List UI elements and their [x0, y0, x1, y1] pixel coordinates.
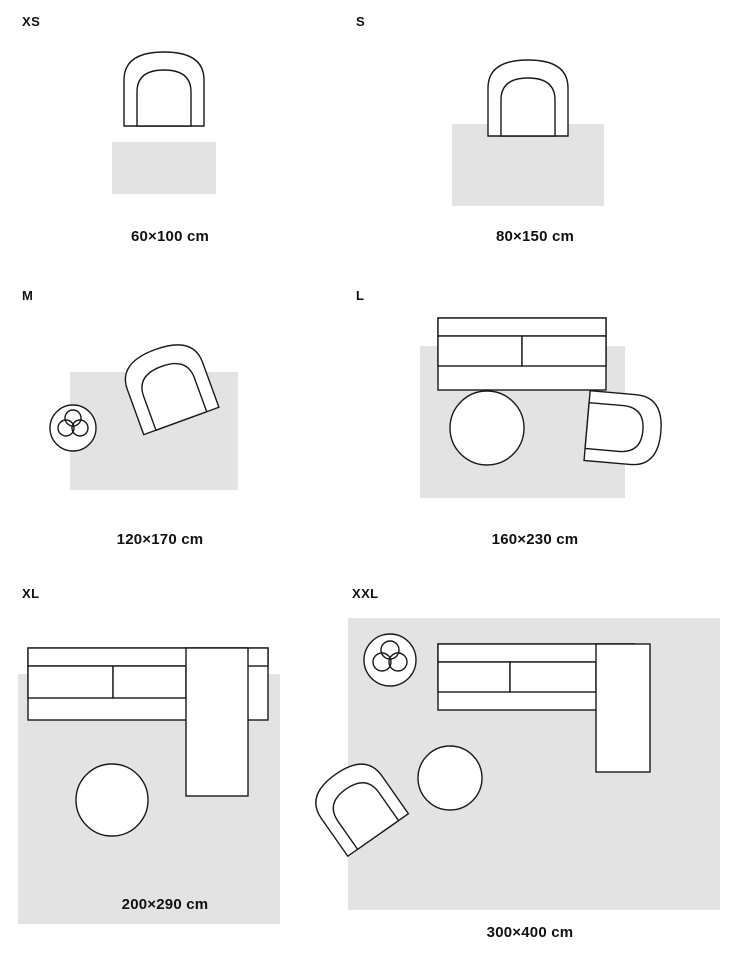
- size-code-xxl: XXL: [352, 586, 379, 601]
- plant-pot-m: [50, 405, 96, 451]
- diagram-m: [0, 306, 340, 521]
- dimension-label-xxl: 300×400 cm: [486, 924, 574, 941]
- size-cell-xl: [0, 572, 330, 960]
- sofa-chaise-xl: [186, 648, 248, 796]
- size-cell-xs: [0, 0, 340, 265]
- sofa-cushion-mid-xl: [113, 666, 186, 698]
- size-code-xl: XL: [22, 586, 40, 601]
- dimension-label-xs: 60×100 cm: [130, 228, 210, 245]
- dimension-label-m: 120×170 cm: [116, 531, 204, 548]
- coffee-table-xl: [76, 764, 148, 836]
- size-cell-s: [340, 0, 730, 265]
- coffee-table-l: [450, 391, 524, 465]
- size-cell-l: [340, 278, 730, 568]
- sofa-cushion-left-l: [438, 336, 522, 366]
- diagram-xl: [0, 610, 330, 900]
- rug-shape-xs: [112, 142, 216, 194]
- diagram-xs: [0, 30, 340, 210]
- armchair-seat-l: [585, 403, 645, 454]
- diagram-xxl: [330, 612, 730, 922]
- size-code-s: S: [356, 14, 366, 29]
- sofa-cushion-left-xl: [28, 666, 113, 698]
- sofa-cushion-mid-xxl: [510, 662, 596, 692]
- sofa-chaise-xxl: [596, 644, 650, 772]
- sofa-backrest-l: [438, 318, 606, 336]
- sofa-cushion-right-l: [522, 336, 606, 366]
- size-code-m: M: [22, 288, 34, 303]
- dimension-label-l: 160×230 cm: [491, 531, 579, 548]
- diagram-l: [340, 306, 730, 521]
- dimension-label-s: 80×150 cm: [495, 228, 575, 245]
- coffee-table-xxl: [418, 746, 482, 810]
- sofa-cushion-left-xxl: [438, 662, 510, 692]
- armchair-seat-xs: [137, 70, 191, 126]
- plant-pot-xxl: [364, 634, 416, 686]
- size-code-xs: XS: [22, 14, 41, 29]
- size-cell-xxl: [330, 572, 730, 960]
- armchair-seat-s: [501, 78, 555, 136]
- diagram-s: [340, 30, 730, 220]
- size-cell-m: [0, 278, 340, 568]
- size-code-l: L: [356, 288, 365, 303]
- dimension-label-xl: 200×290 cm: [121, 896, 209, 913]
